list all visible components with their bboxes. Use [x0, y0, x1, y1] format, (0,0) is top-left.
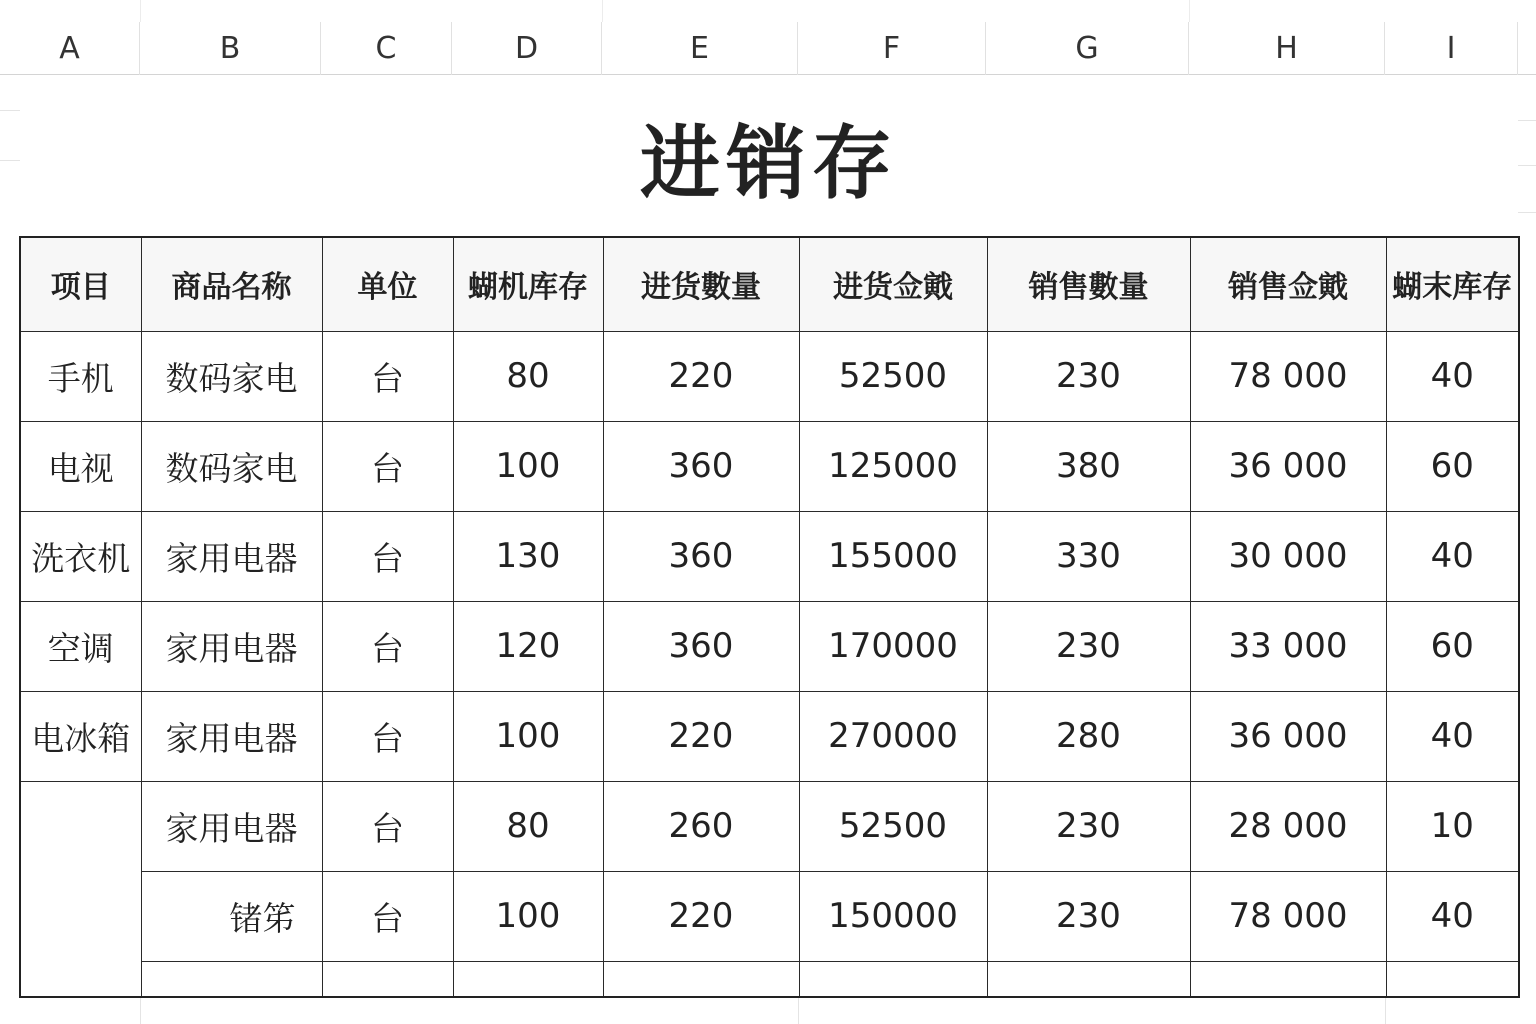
table-cell[interactable]: 130	[453, 511, 603, 601]
sheet-title[interactable]: 进销存	[640, 116, 898, 210]
table-cell[interactable]: 380	[987, 421, 1190, 511]
table-row	[20, 781, 1519, 871]
header-cell[interactable]: 蝴机库存	[453, 237, 603, 331]
table-cell[interactable]	[603, 961, 799, 997]
column-header-c[interactable]: C	[321, 22, 452, 75]
header-cell[interactable]: 销售佥戭	[1190, 237, 1386, 331]
gridline	[1518, 212, 1536, 213]
table-cell[interactable]	[799, 961, 987, 997]
table-cell[interactable]: 260	[603, 781, 799, 871]
gridline	[1518, 120, 1536, 121]
table-cell[interactable]: 手机	[20, 331, 141, 421]
table-cell[interactable]: 台	[322, 421, 453, 511]
column-header-f[interactable]: F	[798, 22, 986, 75]
table-cell[interactable]: 52500	[799, 331, 987, 421]
column-header-a[interactable]: A	[0, 22, 140, 75]
table-cell[interactable]: 220	[603, 871, 799, 961]
table-row	[20, 331, 1519, 421]
table-cell[interactable]: 100	[453, 691, 603, 781]
table-cell[interactable]: 100	[453, 871, 603, 961]
table-cell[interactable]: 360	[603, 601, 799, 691]
table-cell[interactable]: 220	[603, 691, 799, 781]
table-cell[interactable]	[453, 961, 603, 997]
table-cell[interactable]: 空调	[20, 601, 141, 691]
table-cell[interactable]: 230	[987, 781, 1190, 871]
table-cell[interactable]: 78 000	[1190, 331, 1386, 421]
table-cell[interactable]: 33 000	[1190, 601, 1386, 691]
column-header-i[interactable]: I	[1385, 22, 1518, 75]
table-cell[interactable]: 40	[1386, 871, 1519, 961]
column-header-h[interactable]: H	[1189, 22, 1385, 75]
table-cell[interactable]: 60	[1386, 601, 1519, 691]
table-cell[interactable]: 电冰箱	[20, 691, 141, 781]
table-cell[interactable]: 100	[453, 421, 603, 511]
table-cell[interactable]: 28 000	[1190, 781, 1386, 871]
cell-text: 锗笫	[229, 898, 296, 938]
merged-empty-cell[interactable]	[20, 781, 141, 997]
table-cell[interactable]: 台	[322, 601, 453, 691]
table-cell[interactable]: 78 000	[1190, 871, 1386, 961]
gridline	[0, 160, 20, 161]
gridline	[0, 110, 20, 111]
table-cell[interactable]: 数码家电	[141, 421, 322, 511]
gridline	[798, 998, 799, 1024]
table-cell[interactable]: 125000	[799, 421, 987, 511]
table-header-row	[20, 237, 1519, 331]
table-cell[interactable]: 10	[1386, 781, 1519, 871]
table-cell[interactable]: 330	[987, 511, 1190, 601]
table-cell[interactable]	[322, 961, 453, 997]
header-cell[interactable]: 蝴末库存	[1386, 237, 1519, 331]
column-header-d[interactable]: D	[452, 22, 602, 75]
table-cell[interactable]: 40	[1386, 691, 1519, 781]
gridline	[1518, 165, 1536, 166]
table-cell[interactable]: 230	[987, 601, 1190, 691]
table-cell[interactable]: 家用电器	[141, 511, 322, 601]
table-cell[interactable]	[141, 871, 322, 961]
table-cell[interactable]: 230	[987, 331, 1190, 421]
table-cell[interactable]: 家用电器	[141, 691, 322, 781]
table-row	[20, 421, 1519, 511]
column-header-e[interactable]: E	[602, 22, 798, 75]
table-cell[interactable]: 台	[322, 871, 453, 961]
header-cell[interactable]: 进货數量	[603, 237, 799, 331]
table-cell[interactable]	[1386, 961, 1519, 997]
gridline	[140, 998, 141, 1024]
table-row-empty	[20, 961, 1519, 997]
header-cell[interactable]: 单位	[322, 237, 453, 331]
table-cell[interactable]: 150000	[799, 871, 987, 961]
table-cell[interactable]: 40	[1386, 331, 1519, 421]
table-row	[20, 511, 1519, 601]
column-header-bar	[0, 0, 1536, 75]
gridline	[602, 0, 603, 22]
table-cell[interactable]: 80	[453, 781, 603, 871]
table-cell[interactable]	[141, 961, 322, 997]
table-cell[interactable]: 洗衣机	[20, 511, 141, 601]
table-cell[interactable]: 台	[322, 511, 453, 601]
header-cell[interactable]: 商品名称	[141, 237, 322, 331]
table-cell[interactable]: 170000	[799, 601, 987, 691]
table-cell[interactable]: 270000	[799, 691, 987, 781]
header-cell[interactable]: 进货佥戭	[799, 237, 987, 331]
table-cell[interactable]: 数码家电	[141, 331, 322, 421]
inventory-table	[19, 236, 1520, 998]
table-cell[interactable]: 60	[1386, 421, 1519, 511]
table-cell[interactable]: 36 000	[1190, 691, 1386, 781]
table-cell[interactable]: 220	[603, 331, 799, 421]
column-header-g[interactable]: G	[986, 22, 1189, 75]
table-cell[interactable]: 台	[322, 331, 453, 421]
table-cell[interactable]: 155000	[799, 511, 987, 601]
table-cell[interactable]: 80	[453, 331, 603, 421]
header-cell[interactable]: 销售數量	[987, 237, 1190, 331]
table-cell[interactable]: 30 000	[1190, 511, 1386, 601]
table-cell[interactable]: 40	[1386, 511, 1519, 601]
gridline	[1385, 998, 1386, 1024]
gridline	[140, 0, 141, 22]
table-row	[20, 601, 1519, 691]
table-cell[interactable]: 电视	[20, 421, 141, 511]
table-cell[interactable]: 家用电器	[141, 601, 322, 691]
table-cell[interactable]: 120	[453, 601, 603, 691]
table-row	[20, 871, 1519, 961]
column-header-b[interactable]: B	[140, 22, 321, 75]
table-cell[interactable]	[1190, 961, 1386, 997]
header-cell[interactable]: 项目	[20, 237, 141, 331]
table-cell[interactable]	[987, 961, 1190, 997]
table-cell[interactable]: 台	[322, 781, 453, 871]
table-cell[interactable]: 360	[603, 511, 799, 601]
table-cell[interactable]: 家用电器	[141, 781, 322, 871]
gridline	[1189, 0, 1190, 22]
table-cell[interactable]: 52500	[799, 781, 987, 871]
table-cell[interactable]: 台	[322, 691, 453, 781]
table-cell[interactable]: 280	[987, 691, 1190, 781]
table-cell[interactable]: 36 000	[1190, 421, 1386, 511]
table-cell[interactable]: 360	[603, 421, 799, 511]
table-cell[interactable]: 230	[987, 871, 1190, 961]
table-row	[20, 691, 1519, 781]
